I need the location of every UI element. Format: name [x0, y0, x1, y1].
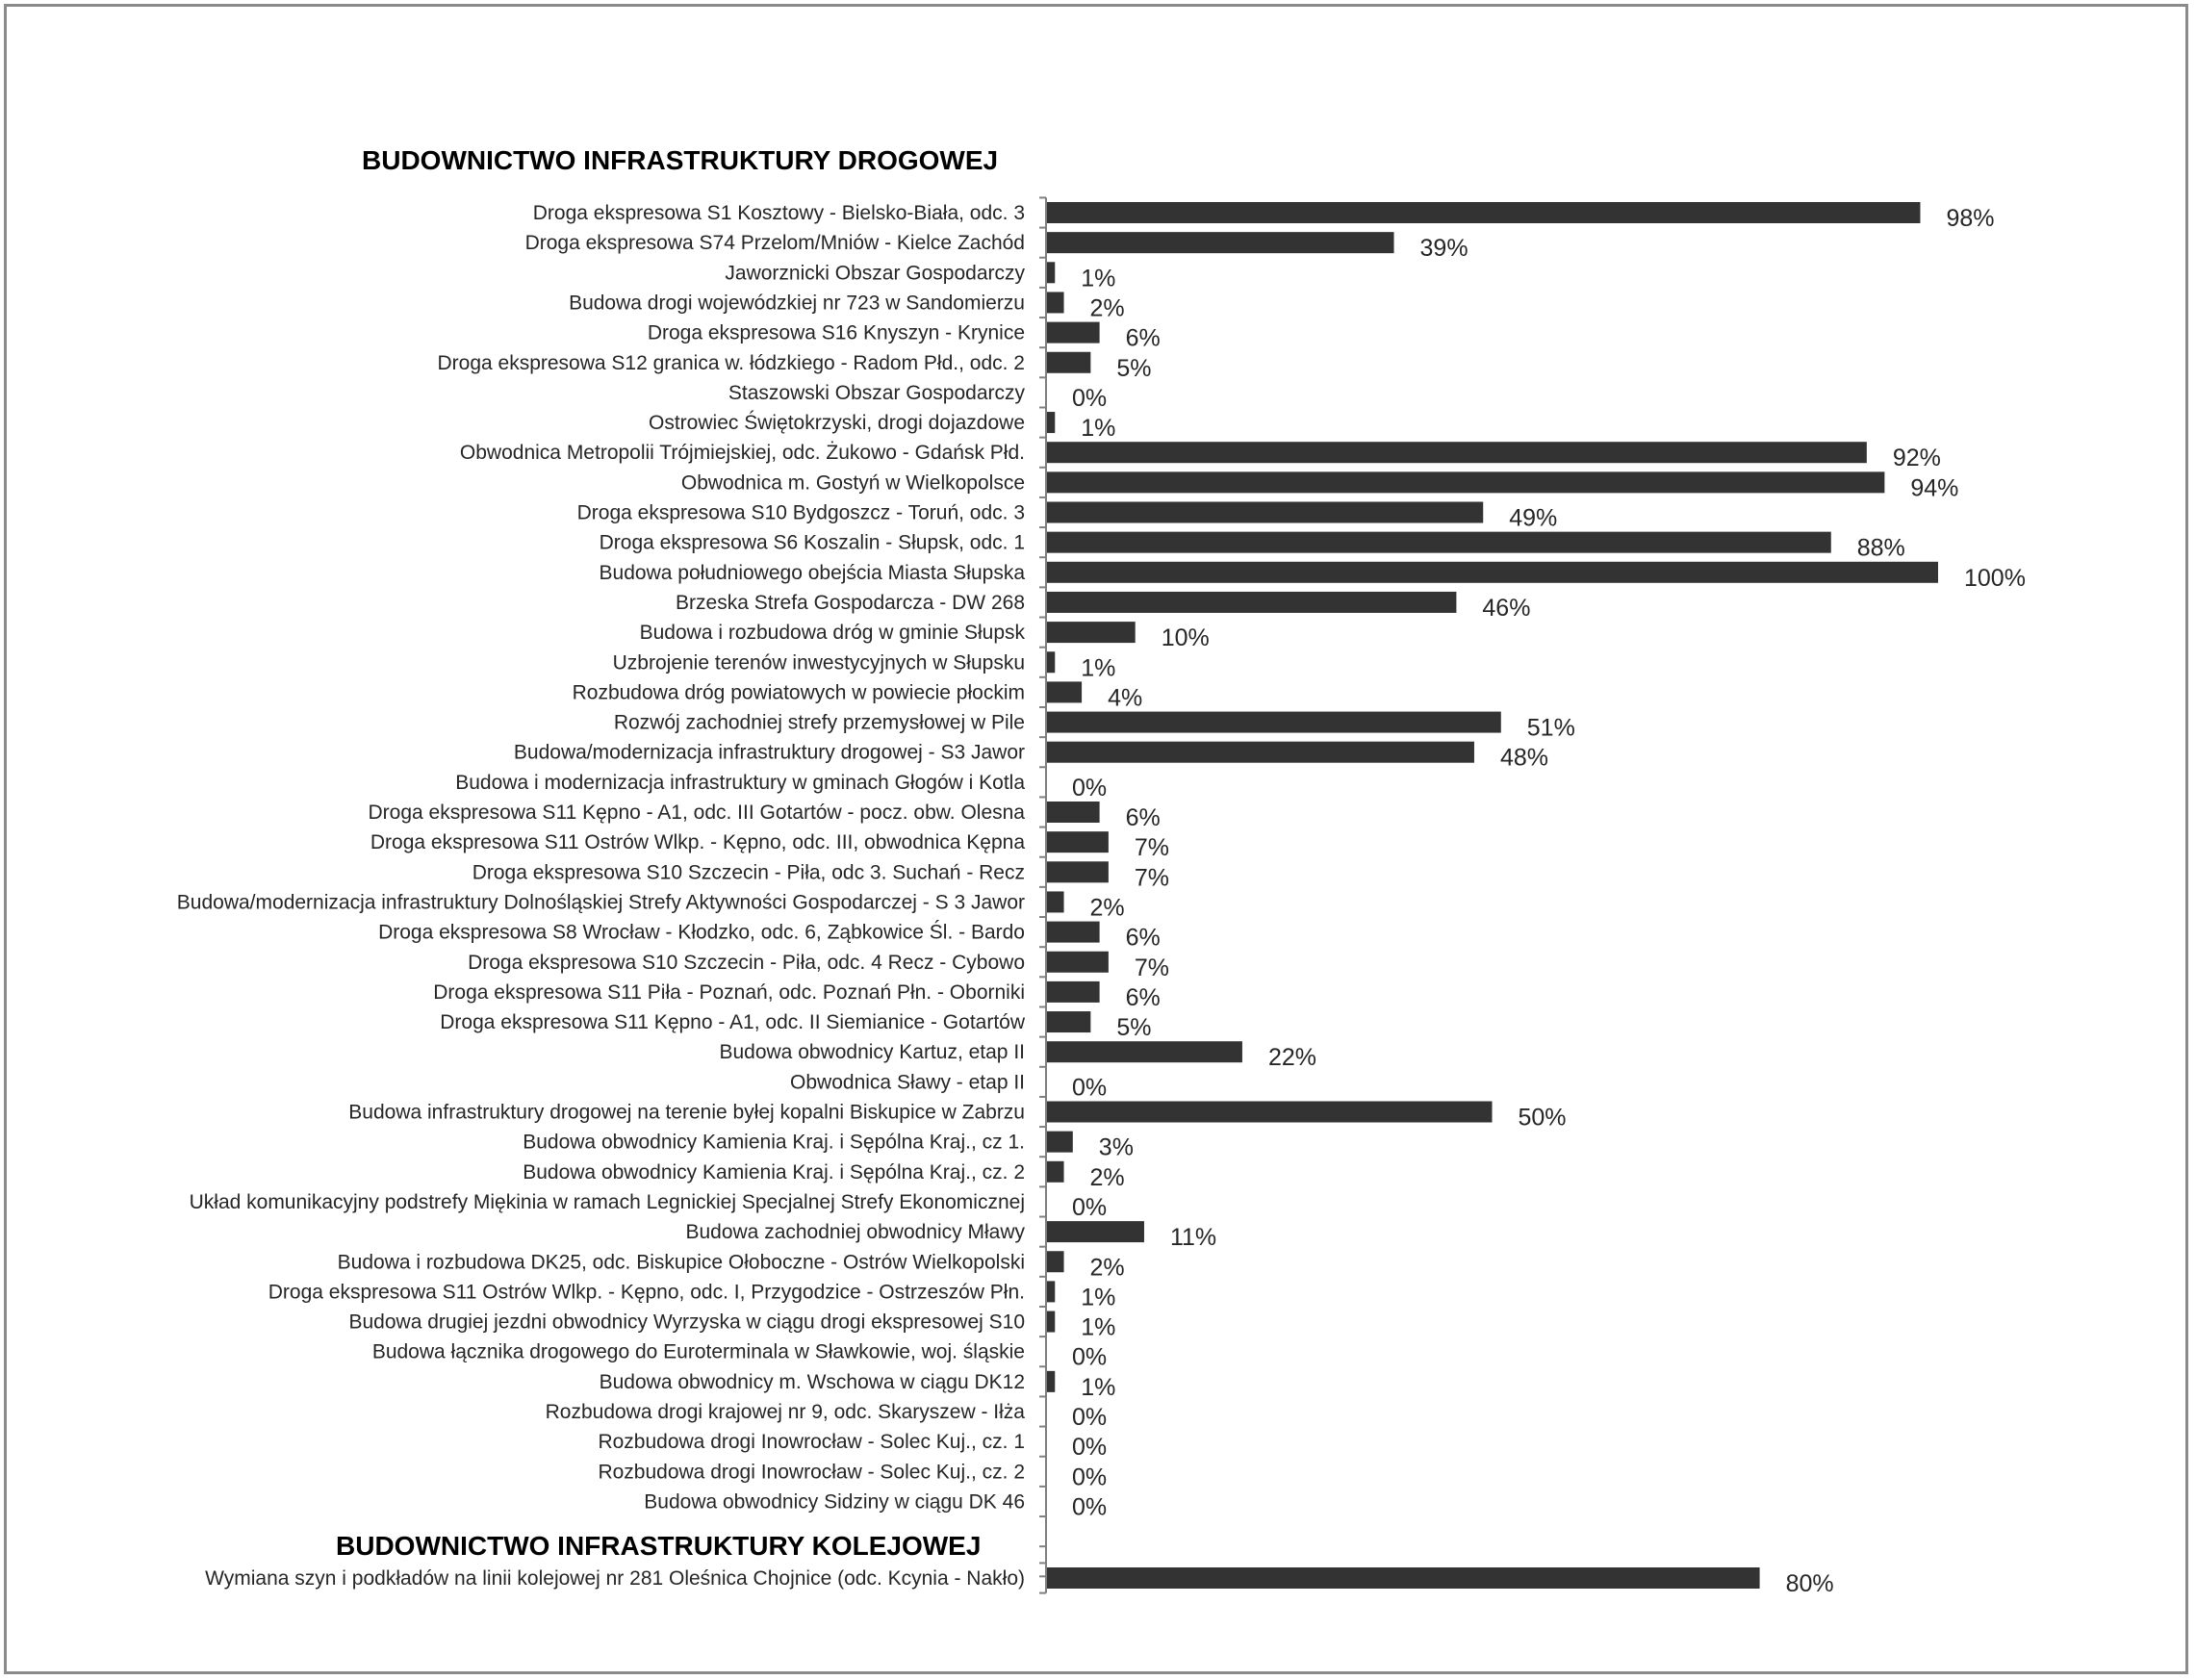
section-title: BUDOWNICTWO INFRASTRUKTURY DROGOWEJ [362, 145, 999, 175]
category-label: Budowa infrastruktury drogowej na terenie byłej kopalni Biskupice w Zabrzu [348, 1101, 1025, 1124]
data-label: 88% [1856, 534, 1905, 562]
data-label: 2% [1089, 894, 1125, 922]
bar [1046, 1161, 1064, 1183]
category-label: Rozbudowa drogi Inowrocław - Solec Kuj., cz. 1 [598, 1431, 1025, 1454]
data-label: 22% [1267, 1044, 1316, 1072]
data-label: 0% [1072, 1434, 1108, 1462]
bar [1046, 322, 1100, 344]
category-label: Wymiana szyn i podkładów na linii kolejowej nr 281 Oleśnica Chojnice (odc. Kcynia - Nakło) [205, 1567, 1025, 1590]
data-label: 6% [1125, 924, 1161, 952]
category-label: Droga ekspresowa S8 Wrocław - Kłodzko, odc. 6, Ząbkowice Śl. - Bardo [378, 921, 1025, 944]
data-label: 100% [1964, 564, 2026, 592]
category-label: Budowa obwodnicy Kamienia Kraj. i Sępólna Kraj., cz. 2 [523, 1160, 1025, 1184]
bar [1046, 532, 1831, 553]
category-label: Budowa i modernizacja infrastruktury w gminach Głogów i Kotla [455, 771, 1025, 794]
data-label: 5% [1116, 354, 1152, 382]
category-label: Budowa/modernizacja infrastruktury Dolnośląskiej Strefy Aktywności Gospodarczej - S 3 Jawor [176, 891, 1025, 914]
bar [1046, 1251, 1064, 1272]
data-label: 7% [1134, 834, 1170, 862]
category-label: Droga ekspresowa S1 Kosztowy - Bielsko-Biała, odc. 3 [532, 202, 1025, 224]
bar [1046, 1221, 1144, 1242]
category-label: Budowa i rozbudowa dróg w gminie Słupsk [639, 622, 1025, 645]
data-label: 1% [1081, 415, 1116, 443]
data-label: 0% [1072, 1343, 1108, 1371]
data-label: 51% [1526, 714, 1575, 742]
data-label: 5% [1116, 1014, 1152, 1042]
category-label: Budowa/modernizacja infrastruktury drogowej - S3 Jawor [513, 741, 1025, 764]
bar [1046, 562, 1938, 583]
data-label: 2% [1089, 1163, 1125, 1191]
category-label: Budowa drogi wojewódzkiej nr 723 w Sandomierzu [569, 292, 1025, 315]
category-label: Obwodnica m. Gostyń w Wielkopolsce [680, 471, 1025, 495]
category-label: Obwodnica Metropolii Trójmiejskiej, odc. Żukowo - Gdańsk Płd. [459, 442, 1025, 465]
bar [1046, 922, 1100, 943]
bar [1046, 952, 1109, 973]
data-label: 94% [1910, 474, 1959, 502]
data-label: 1% [1081, 1373, 1116, 1401]
category-label: Budowa drugiej jezdni obwodnicy Wyrzyska w ciągu drogi ekspresowej S10 [348, 1311, 1025, 1334]
category-label: Ostrowiec Świętokrzyski, drogi dojazdowe [649, 412, 1025, 435]
bar [1046, 831, 1109, 853]
category-label: Droga ekspresowa S10 Szczecin - Piła, odc 3. Suchań - Recz [472, 861, 1025, 884]
category-label: Budowa i rozbudowa DK25, odc. Biskupice Ołoboczne - Ostrów Wielkopolski [337, 1251, 1025, 1274]
category-label: Budowa łącznika drogowego do Euroterminala w Sławkowie, woj. śląskie [371, 1340, 1025, 1363]
data-label: 1% [1081, 1313, 1116, 1341]
data-label: 0% [1072, 1074, 1108, 1102]
bar [1046, 1567, 1760, 1589]
bar [1046, 412, 1055, 433]
bar [1046, 802, 1100, 823]
data-label: 2% [1089, 1254, 1125, 1282]
bar [1046, 712, 1501, 733]
bar [1046, 1281, 1055, 1302]
category-label: Droga ekspresowa S74 Przelom/Mniów - Kielce Zachód [524, 232, 1025, 255]
bar [1046, 861, 1109, 882]
category-label: Budowa obwodnicy Kamienia Kraj. i Sępólna Kraj., cz 1. [523, 1131, 1025, 1154]
bar [1046, 681, 1082, 702]
data-label: 48% [1499, 744, 1549, 772]
bar [1046, 262, 1055, 283]
bar [1046, 1102, 1493, 1123]
data-label: 1% [1081, 654, 1116, 682]
category-label: Budowa obwodnicy Kartuz, etap II [719, 1041, 1025, 1064]
category-label: Droga ekspresowa S11 Kępno - A1, odc. III Gotartów - pocz. obw. Olesna [368, 802, 1025, 824]
bar [1046, 442, 1867, 463]
data-label: 50% [1518, 1104, 1567, 1132]
bar [1046, 981, 1100, 1003]
category-label: Rozbudowa drogi Inowrocław - Solec Kuj., cz. 2 [598, 1461, 1025, 1484]
section-title: BUDOWNICTWO INFRASTRUKTURY KOLEJOWEJ [336, 1531, 982, 1561]
bar [1046, 622, 1136, 643]
data-label: 6% [1125, 804, 1161, 831]
bar [1046, 1371, 1055, 1392]
bar [1046, 1011, 1090, 1032]
category-label: Budowa obwodnicy m. Wschowa w ciągu DK12 [599, 1370, 1025, 1393]
data-label: 11% [1169, 1224, 1217, 1252]
category-label: Układ komunikacyjny podstrefy Miękinia w ramach Legnickiej Specjalnej Strefy Ekonomicznej [189, 1190, 1025, 1213]
data-label: 10% [1161, 624, 1210, 652]
bar [1046, 502, 1483, 523]
category-label: Droga ekspresowa S6 Koszalin - Słupsk, odc. 1 [599, 531, 1025, 554]
data-label: 7% [1134, 954, 1170, 981]
category-label: Droga ekspresowa S11 Piła - Poznań, odc. Poznań Płn. - Oborniki [433, 980, 1025, 1004]
data-label: 39% [1419, 235, 1468, 263]
category-label: Budowa południowego obejścia Miasta Słupska [599, 561, 1025, 584]
category-label: Brzeska Strefa Gospodarcza - DW 268 [676, 591, 1025, 614]
category-label: Rozbudowa dróg powiatowych w powiecie płockim [572, 681, 1025, 704]
bar [1046, 1132, 1073, 1153]
bar [1046, 651, 1055, 673]
data-label: 3% [1098, 1133, 1134, 1161]
category-label: Droga ekspresowa S11 Kępno - A1, odc. II Siemianice - Gotartów [440, 1011, 1025, 1034]
data-label: 0% [1072, 1193, 1108, 1221]
bar [1046, 592, 1456, 613]
data-label: 0% [1072, 384, 1108, 412]
category-label: Droga ekspresowa S16 Knyszyn - Krynice [647, 321, 1025, 344]
category-label: Droga ekspresowa S10 Szczecin - Piła, odc. 4 Recz - Cybowo [468, 951, 1025, 974]
data-label: 49% [1509, 504, 1558, 532]
data-label: 80% [1785, 1570, 1834, 1597]
data-label: 7% [1134, 864, 1170, 892]
bar [1046, 202, 1920, 223]
bar [1046, 891, 1064, 912]
category-label: Droga ekspresowa S11 Ostrów Wlkp. - Kępno, odc. I, Przygodzice - Ostrzeszów Płn. [268, 1281, 1025, 1304]
category-label: Obwodnica Sławy - etap II [790, 1071, 1025, 1094]
data-label: 0% [1072, 1404, 1108, 1431]
data-label: 0% [1072, 1493, 1108, 1521]
category-label: Droga ekspresowa S12 granica w. łódzkiego - Radom Płd., odc. 2 [437, 351, 1025, 374]
bar [1046, 1041, 1242, 1062]
category-label: Jaworznicki Obszar Gospodarczy [725, 262, 1025, 285]
category-label: Rozwój zachodniej strefy przemysłowej w Pile [613, 711, 1025, 734]
data-label: 0% [1072, 774, 1108, 802]
data-label: 46% [1482, 594, 1531, 622]
bar [1046, 471, 1884, 493]
data-label: 1% [1081, 1284, 1116, 1311]
category-label: Budowa zachodniej obwodnicy Mławy [685, 1221, 1025, 1244]
data-label: 92% [1892, 445, 1941, 472]
data-label: 98% [1946, 205, 1995, 232]
category-label: Uzbrojenie terenów inwestycyjnych w Słupsku [612, 651, 1025, 675]
data-label: 1% [1081, 265, 1116, 293]
bar [1046, 352, 1090, 373]
data-label: 4% [1108, 684, 1143, 712]
category-label: Rozbudowa drogi krajowej nr 9, odc. Skaryszew - Iłża [545, 1401, 1025, 1423]
data-label: 6% [1125, 324, 1161, 352]
data-label: 0% [1072, 1464, 1108, 1491]
bar [1046, 1311, 1055, 1333]
category-label: Droga ekspresowa S11 Ostrów Wlkp. - Kępno, odc. III, obwodnica Kępna [370, 831, 1025, 854]
bar [1046, 292, 1064, 313]
data-label: 6% [1125, 983, 1161, 1011]
data-label: 2% [1089, 294, 1125, 322]
bar [1046, 232, 1394, 253]
bar [1046, 742, 1474, 763]
category-label: Droga ekspresowa S10 Bydgoszcz - Toruń, odc. 3 [576, 501, 1025, 524]
category-label: Staszowski Obszar Gospodarczy [728, 381, 1025, 404]
category-label: Budowa obwodnicy Sidziny w ciągu DK 46 [644, 1490, 1025, 1514]
